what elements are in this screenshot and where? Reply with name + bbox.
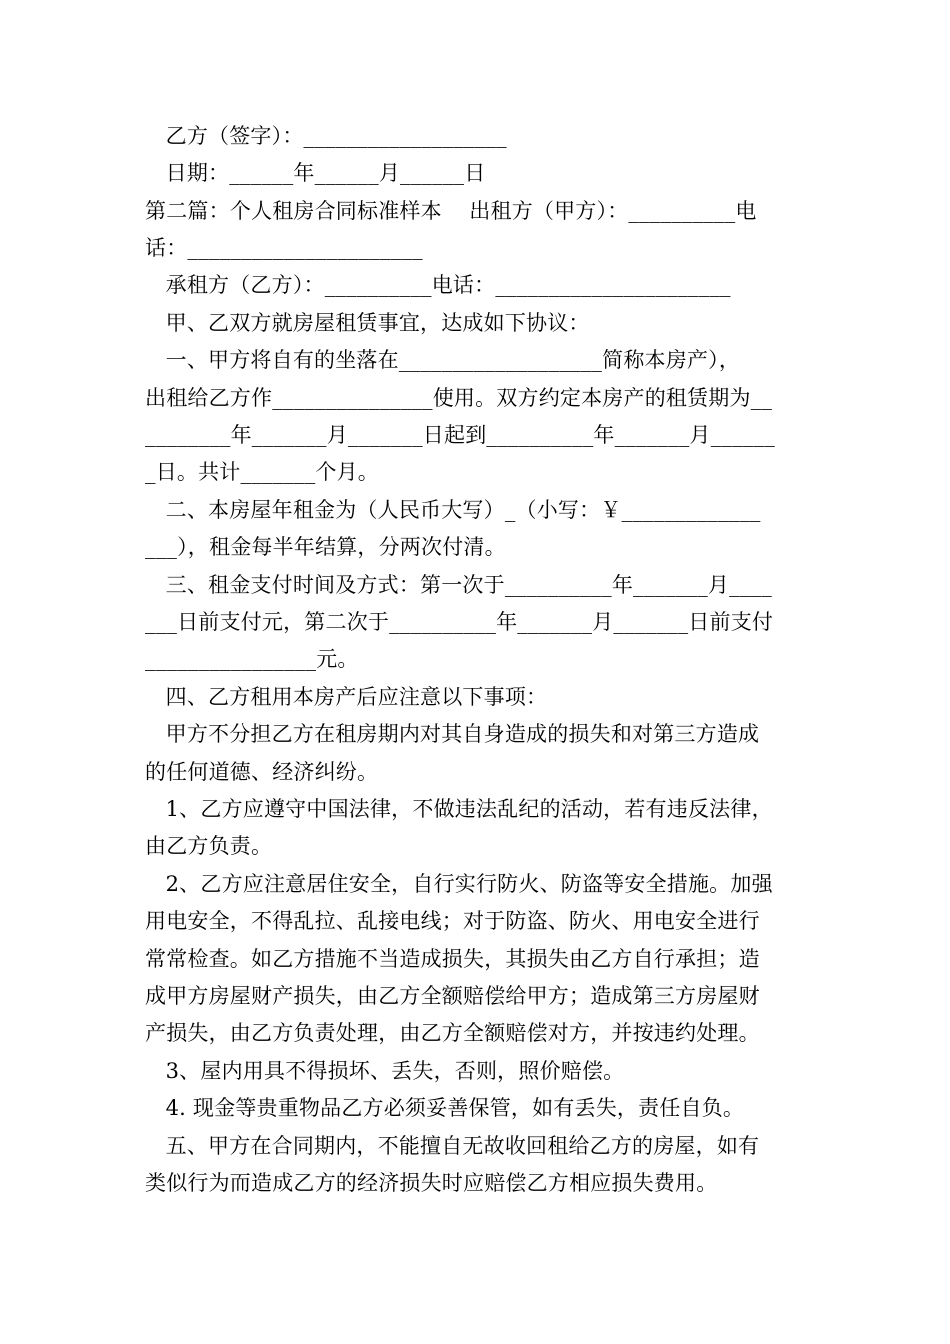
item-2-line-2: 用电安全，不得乱拉、乱接电线；对于防盗、防火、用电安全进行 [145,909,760,933]
item-3-line: 3、屋内用具不得损坏、丢失，否则，照价赔偿。 [145,1059,625,1083]
item-2-line-4: 成甲方房屋财产损失，由乙方全额赔偿给甲方；造成第三方房屋财 [145,984,760,1008]
item-2-line-3: 常常检查。如乙方措施不当造成损失，其损失由乙方自行承担；造 [145,947,760,971]
clause-four-heading: 四、乙方租用本房产后应注意以下事项： [145,685,548,709]
clause-five-line-1: 五、甲方在合同期内，不能擅自无故收回租给乙方的房屋，如有 [145,1134,760,1158]
clause-five-line-2: 类似行为而造成乙方的经济损失时应赔偿乙方相应损失费用。 [145,1171,718,1195]
item-1-line-1: 1、乙方应遵守中国法律，不做违法乱纪的活动，若有违反法律， [145,797,773,821]
clause-one-line-4: _日。共计_______个月。 [145,460,379,484]
item-2-line-5: 产损失，由乙方负责处理，由乙方全额赔偿对方，并按违约处理。 [145,1021,760,1045]
clause-three-line-3: ________________元。 [145,647,359,671]
clause-four-intro-line-2: 的任何道德、经济纠纷。 [145,760,379,784]
clause-one-line-2: 出租给乙方作_______________使用。双方约定本房产的租赁期为__ [145,386,773,410]
clause-one-line-3: ________年_______月_______日起到__________年_______月______ [145,423,775,447]
clause-three-line-1: 三、租金支付时间及方式：第一次于__________年_______月____ [145,573,772,597]
signature-line-party-b: 乙方（签字）：___________________ [145,124,507,148]
agreement-intro: 甲、乙双方就房屋租赁事宜，达成如下协议： [145,311,590,335]
phone-line: 话：______________________ [145,236,423,260]
date-line: 日期：______年______月______日 [145,161,486,185]
item-2-line-1: 2、乙方应注意居住安全，自行实行防火、防盗等安全措施。加强 [145,872,773,896]
item-1-line-2: 由乙方负责。 [145,834,273,858]
section-two-heading: 第二篇：个人租房合同标准样本 出租方（甲方）：__________电 [145,199,757,223]
clause-two-line-2: ___），租金每半年结算，分两次付清。 [145,535,506,559]
item-4-line: 4. 现金等贵重物品乙方必须妥善保管，如有丢失，责任自负。 [145,1096,745,1120]
clause-one-line-1: 一、甲方将自有的坐落在___________________简称本房产）， [145,348,741,372]
lessee-line: 承租方（乙方）：__________电话：______________________ [145,273,731,297]
clause-three-line-2: ___日前支付元，第二次于__________年_______月_______日前支付 [145,610,774,634]
clause-four-intro-line-1: 甲方不分担乙方在租房期内对其自身造成的损失和对第三方造成 [145,722,760,746]
clause-two-line-1: 二、本房屋年租金为（人民币大写）_（小写：￥_____________ [145,498,761,522]
